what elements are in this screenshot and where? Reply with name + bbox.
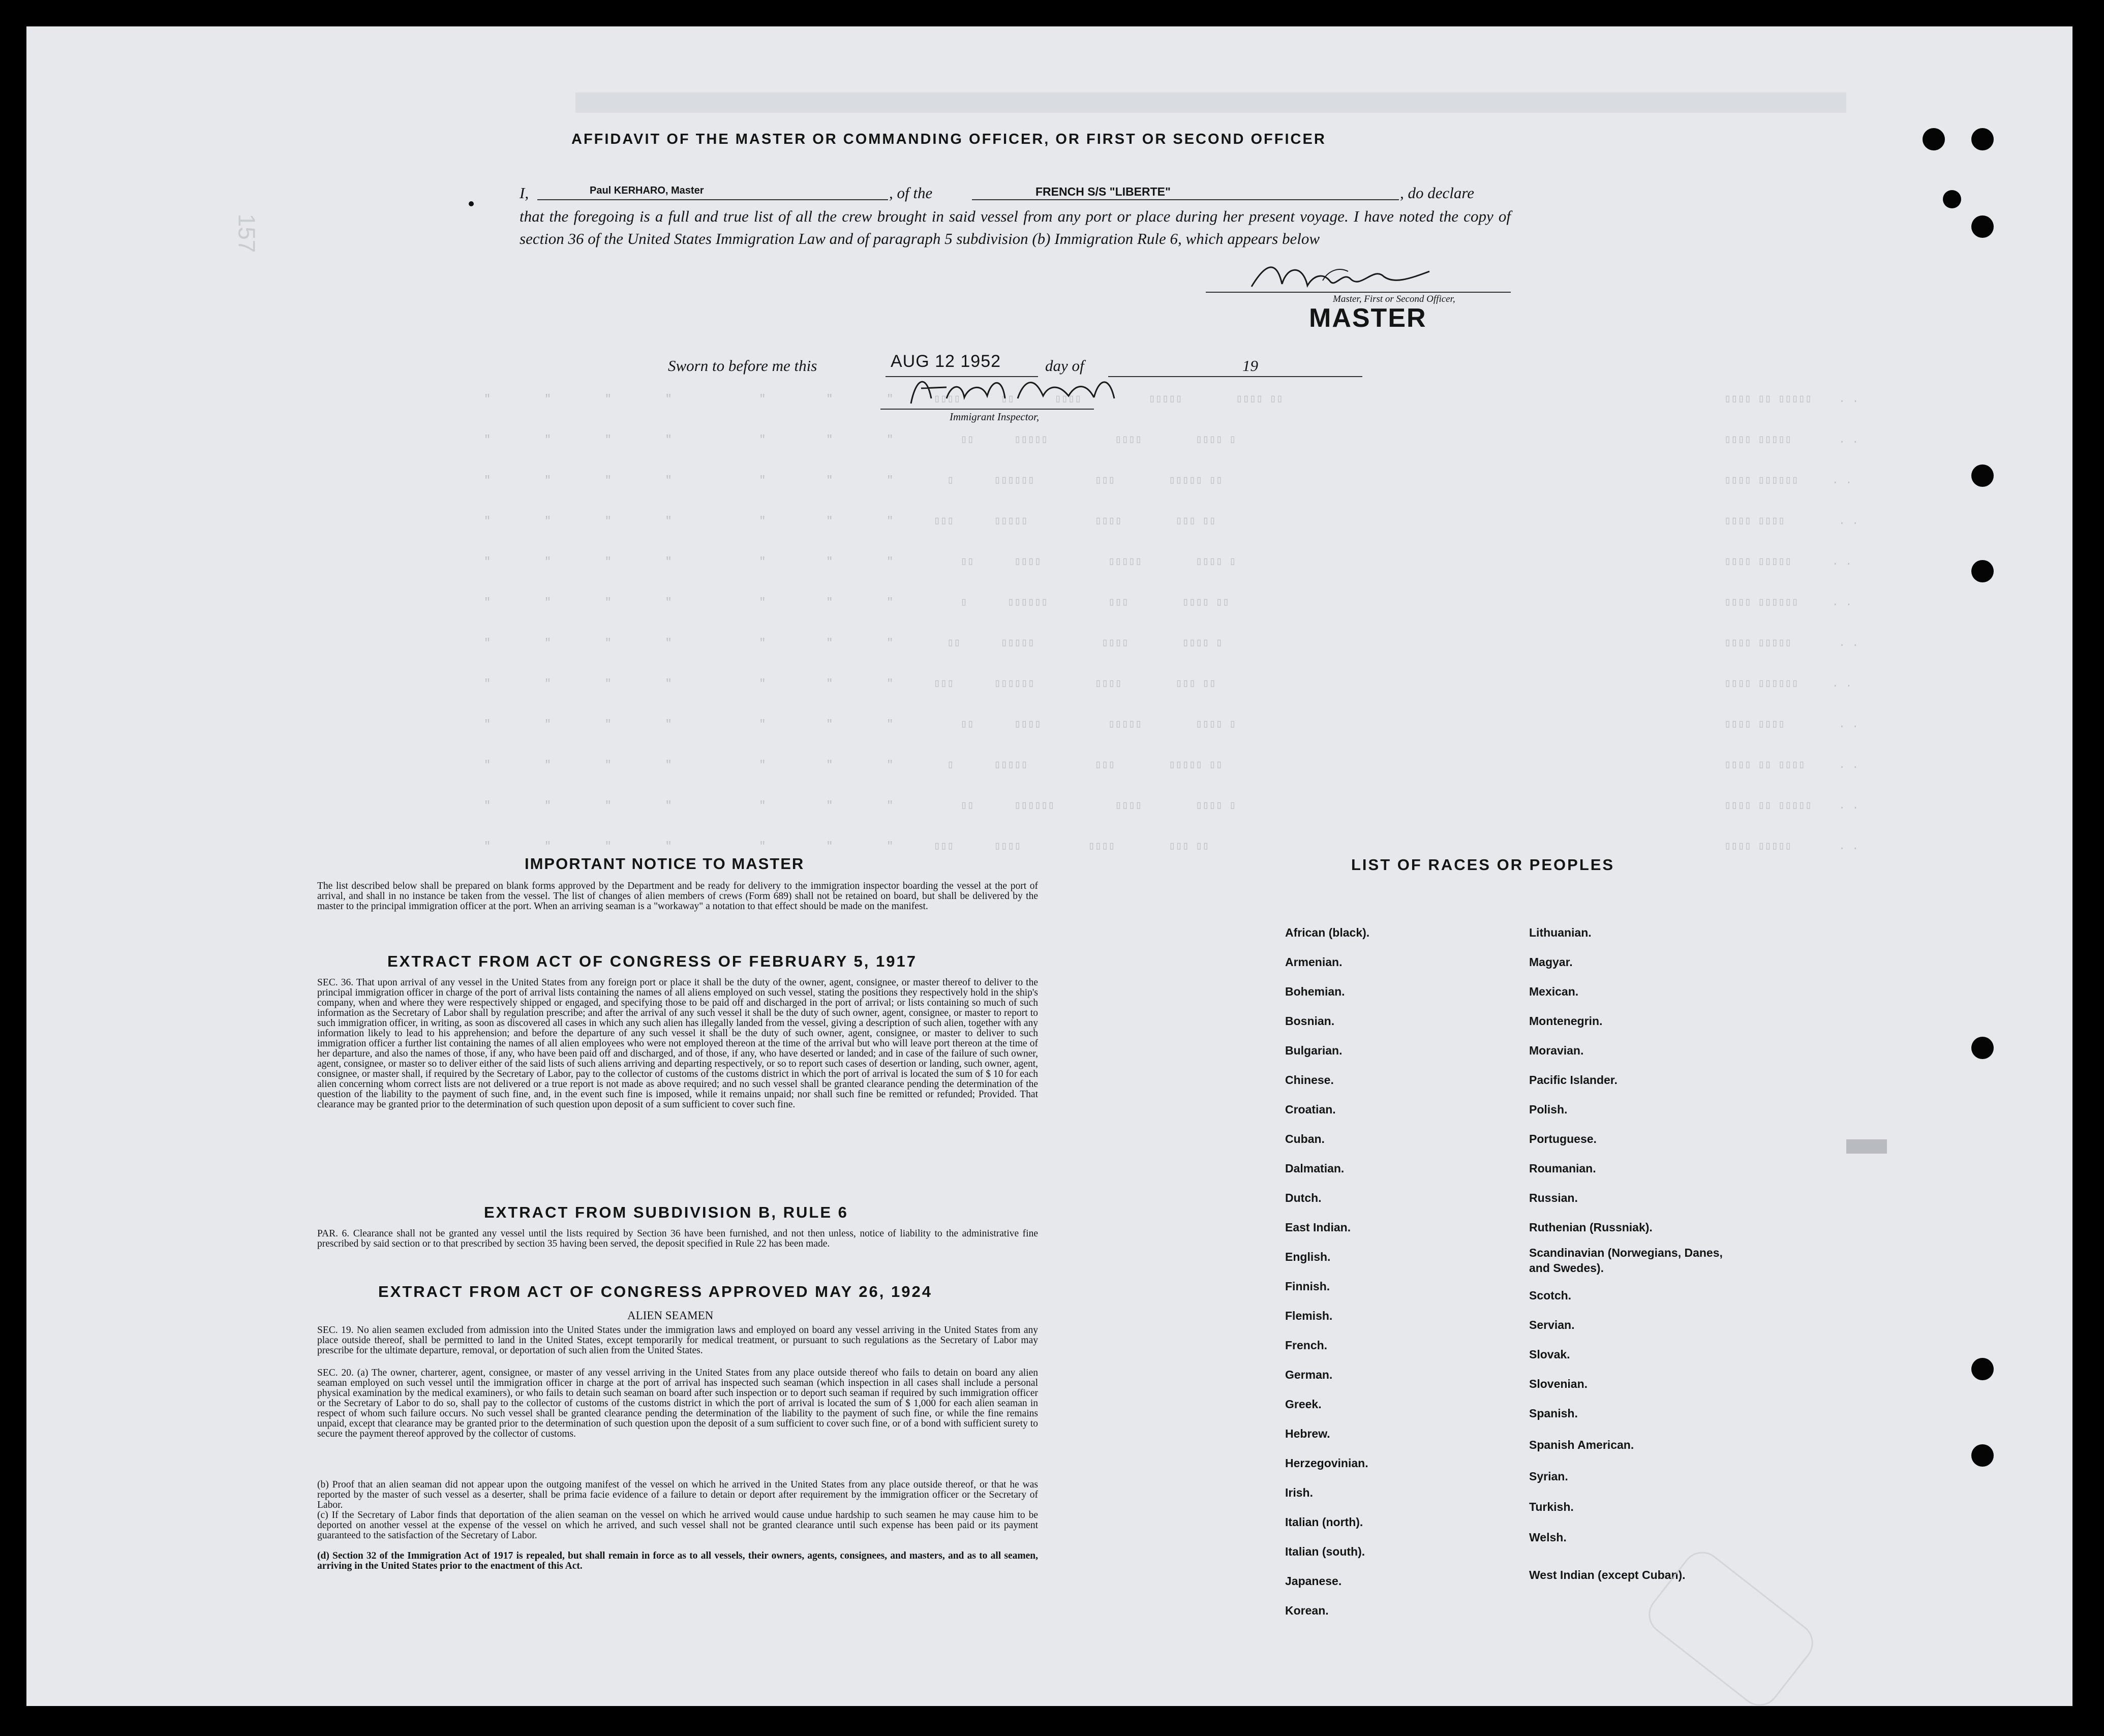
race-item: Hebrew. xyxy=(1285,1427,1330,1440)
race-item: German. xyxy=(1285,1368,1333,1381)
race-item: Slovenian. xyxy=(1529,1377,1588,1390)
races-title: LIST OF RACES OR PEOPLES xyxy=(1351,856,1615,874)
race-item: Russian. xyxy=(1529,1191,1578,1204)
race-item: Korean. xyxy=(1285,1604,1329,1617)
extract-rule6-title: EXTRACT FROM SUBDIVISION B, RULE 6 xyxy=(484,1203,848,1221)
document-page: 157 " " " " " " " ▯▯▯▯ ▯▯ ▯▯▯▯ ▯▯▯▯▯ ▯▯▯▯ ▯▯ " " " " " " " ▯▯ ▯▯▯▯▯ ▯▯▯▯ ▯▯▯▯ ▯ " " " " " " " ▯ ▯▯▯▯▯▯ ▯▯▯ ▯▯▯▯▯ ▯▯ " " " " " " " ▯▯▯ ▯▯▯▯▯ ▯▯▯▯ ▯▯▯ ▯▯ " " " " " " " ▯▯ ▯▯▯▯ ▯▯▯▯▯ ▯▯▯▯ ▯ " " " " " " " ▯ ▯▯▯▯▯▯ ▯▯▯ ▯▯▯▯ ▯▯ " " " " " " " ▯▯ ▯▯▯▯▯ ▯▯▯▯ ▯▯▯▯ ▯ " " " " " " " ▯▯▯ ▯▯▯▯▯▯ ▯▯▯▯ ▯▯▯ ▯▯ " " " " " " " ▯▯ ▯▯▯▯ ▯▯▯▯▯ ▯▯▯▯ ▯ " " " " " " " ▯ ▯▯▯▯▯ ▯▯▯ ▯▯▯▯▯ ▯▯ " " " " " " " ▯▯ ▯▯▯▯▯▯ ▯▯▯▯ ▯▯▯▯ ▯ " " " " " " " ▯▯▯ ▯▯▯▯ ▯▯▯▯ ▯▯▯ ▯▯ ▯▯▯▯ ▯▯ ▯▯▯▯▯ . . ▯▯▯▯ ▯▯▯▯▯ . . ▯▯▯▯ ▯▯▯▯▯▯ . . ▯▯▯▯ ▯▯▯▯ . . ▯▯▯▯ ▯▯▯▯▯ . . ▯▯▯▯ ▯▯▯▯▯▯ . . ▯▯▯▯ ▯▯▯▯▯ . . ▯▯▯▯ ▯▯▯▯▯▯ . . ▯▯▯▯ ▯▯▯▯ . . ▯▯▯▯ ▯▯ ▯▯▯▯ . . ▯▯▯▯ ▯▯ ▯▯▯▯▯ . . ▯▯▯▯ ▯▯▯▯▯ . . AFFIDAVIT OF THE MASTER OR COMMANDING OFFICER, OR FIRST OR SECOND OFFICER I, Paul KERHARO, Master , of the FRENCH S/S "LIBERTE" , do declare that the foregoing is a full and true list of all the crew brought in said vessel from any port or place during her present voyage. I have noted the copy of section 36 of the United States Immigration Law and of paragraph 5 subdivision (b) Immigration Rule 6, which appears below Master, First or Second Officer, MASTER Sworn to before me this AUG 12 1952 day of 19 Immigrant Inspector, IMPORTANT NOTICE TO MASTER The list described below shall be prepared on blank forms approved by the Department and be ready for delivery to the immigration inspector boarding the vessel at the port of arrival, and shall in no instance be taken from the vessel. The list of changes of alien members of crews (Form 689) shall not be retained on board, but shall be delivered by the master to the principal immigration officer at the port. When an arriving seaman is a "workaway" a notation to that effect should be made on the manifest. EXTRACT FROM ACT OF CONGRESS OF FEBRUARY 5, 1917 SEC. 36. That upon arrival of any vessel in the United States from any foreign port or place it shall be the duty of the owner, agent, consignee, or master thereof to deliver to the principal immigration officer in charge of the port of arrival lists containing the names of all aliens employed on such vessel, stating the positions they respectively hold in the ship's company, when and where they were respectively shipped or engaged, and specifying those to be paid off and discharged in the port of arrival; or lists containing so much of such information as the Secretary of Labor shall by regulation prescribe; and after the arrival of any such vessel it shall be the duty of such owner, agent, consignee, or master to report to such immigration officer, in writing, as soon as discovered all cases in which any such alien has illegally landed from the vessel, giving a description of such alien, together with any information likely to lead to his apprehension; and before the departure of any such vessel it shall be the duty of such owner, agent, consignee, or master to deliver to such immigration officer a further list containing the names of all alien employees who were not employed thereon at the time of the arrival but who will leave port thereon at the time of her departure, and also the names of those, if any, who have been paid off and discharged, and of those, if any, who have deserted or landed; and in case of the failure of such owner, agent, consignee, or master so to deliver either of the said lists of such aliens arriving and departing respectively, or so to report such cases of desertion or landing, such owner, agent, consignee, or master shall, if required by the Secretary of Labor, pay to the collector of customs of the customs district in which the port of arrival is located the sum of $ 10 for each alien concerning whom correct lists are not delivered or a true report is not made as above required; and no such vessel shall be granted clearance pending the determination of the question of the liability to the payment of such fine, and, in the event such fine is imposed, while it remains unpaid; nor shall such fine be remitted or refunded; Provided. That clearance may be granted prior to the determination of such question upon deposit of a sum sufficient to cover such fine. EXTRACT FROM SUBDIVISION B, RULE 6 PAR. 6. Clearance shall not be granted any vessel until the lists required by Section 36 have been furnished, and not then unless, notice of liability to the administrative fine prescribed by said section or to that prescribed by section 35 having been served, the deposit specified in Rule 22 has been made. EXTRACT FROM ACT OF CONGRESS APPROVED MAY 26, 1924 ALIEN SEAMEN SEC. 19. No alien seamen excluded from admission into the United States under the immigration laws and employed on board any vessel arriving in the United States from any place outside thereof, shall be permitted to land in the United States, except temporarily for medical treatment, or pursuant to such regulations as the Secretary of Labor may prescribe for the ultimate departure, removal, or deportation of such alien from the United States. SEC. 20. (a) The owner, charterer, agent, consignee, or master of any vessel arriving in the United States from any place outside thereof who fails to detain on board any alien seaman employed on such vessel until the immigration officer in charge at the port of arrival has inspected such seaman (which inspection in all cases shall include a personal physical examination by the medical examiners), or who fails to detain such seaman on board after such inspection or to deport such seaman if required by such immigration officer or the Secretary of Labor to do so, shall pay to the collector of customs of the customs district in which the port of arrival is located the sum of $ 1,000 for each alien seaman in respect of whom such failure occurs. No such vessel shall be granted clearance pending the determination of the liability to the payment of such fine, or while the fine remains unpaid, except that clearance may be granted prior to the determination of such question upon the deposit of a sum sufficient to cover such fine, or of a bond with sufficient surety to secure the payment thereof approved by the collector of customs. (b) Proof that an alien seaman did not appear upon the outgoing manifest of the vessel on which he arrived in the United States from any place outside thereof, or that he was reported by the master of such vessel as a deserter, shall be prima facie evidence of a failure to detain or deport after requirement by the immigration officer or the Secretary of Labor. (c) If the Secretary of Labor finds that deportation of the alien seaman on the vessel on which he arrived would cause undue hardship to such seamen he may cause him to be deported on another vessel at the expense of the vessel on which he arrived, and such vessel shall not be granted clearance until such expense has been paid or its payment guaranteed to the satisfaction of the Secretary of Labor. (d) Section 32 of the Immigration Act of 1917 is repealed, but shall remain in force as to all vessels, their owners, agents, consignees, and masters, and as to all seamen, arriving in the United States prior to the enactment of this Act. LIST OF RACES OR PEOPLES African (black). Armenian. Bohemian. Bosnian. Bulgarian. Chinese. Croatian. Cuban. Dalmatian. Dutch. East Indian. English. Finnish. Flemish. French. German. Greek. Hebrew. Herzegovinian. Irish. Italian (north). Italian (south). Japanese. Korean. Lithuanian. Magyar. Mexican. Montenegrin. Moravian. Pacific Islander. Polish. Portuguese. Roumanian. Russian. Ruthenian (Russniak). Scandinavian (Norwegians, Danes, and Swedes). Scotch. Servian. Slovak. Slovenian. Spanish. Spanish American. Syrian. Turkish. Welsh. West Indian (except Cuban). xyxy=(26,26,2072,1706)
extract-1924-subtitle: ALIEN SEAMEN xyxy=(627,1309,714,1322)
binder-hole xyxy=(1923,128,1945,150)
race-item: Chinese. xyxy=(1285,1073,1334,1087)
master-name: Paul KERHARO, Master xyxy=(590,185,704,196)
extract-rule6-text: PAR. 6. Clearance shall not be granted any vessel until the lists required by Section 36 have been furnished, and not then unless, notice of liability to the administrative fine prescribed by said section or to that prescribed by section 35 having been served, the deposit specified in Rule 22 has been made. xyxy=(317,1228,1038,1249)
extract-1924-title: EXTRACT FROM ACT OF CONGRESS APPROVED MAY 26, 1924 xyxy=(378,1283,932,1300)
race-item: Turkish. xyxy=(1529,1500,1574,1513)
race-item: Pacific Islander. xyxy=(1529,1073,1618,1087)
notice-title: IMPORTANT NOTICE TO MASTER xyxy=(525,855,805,873)
race-item: Montenegrin. xyxy=(1529,1014,1603,1028)
binder-hole xyxy=(1971,464,1994,487)
ink-mark xyxy=(469,201,474,206)
extract-1924-sec20a: SEC. 20. (a) The owner, charterer, agent, consignee, or master of any vessel arriving in the United States from any place outside thereof who fails to detain on board any alien seaman employed on such vessel until the immigration officer in charge at the port of arrival has inspected such seaman (which inspection in all cases shall include a personal physical examination by the medical examiners), or who fails to detain such seaman on board after such inspection or to deport such seaman if required by such immigration officer or the Secretary of Labor to do so, shall pay to the collector of customs of the customs district in which the port of arrival is located the sum of $ 1,000 for each alien seaman in respect of whom such failure occurs. No such vessel shall be granted clearance pending the determination of the liability to the payment of such fine, or while the fine remains unpaid, except that clearance may be granted prior to the determination of such question upon the deposit of a sum sufficient to cover such fine, or of a bond with sufficient surety to secure the payment thereof approved by the collector of customs. xyxy=(317,1368,1038,1439)
binder-hole xyxy=(1971,1037,1994,1059)
race-item: Portuguese. xyxy=(1529,1132,1597,1145)
race-item: Spanish. xyxy=(1529,1407,1578,1420)
inspector-caption: Immigrant Inspector, xyxy=(950,411,1040,423)
race-item: Irish. xyxy=(1285,1486,1313,1499)
extract-1924-sec20d: (d) Section 32 of the Immigration Act of 1917 is repealed, but shall remain in force as to all vessels, their owners, agents, consignees, and masters, and as to all seamen, arriving in the United States prior to the enactment of this Act. xyxy=(317,1551,1038,1571)
race-item: Welsh. xyxy=(1529,1531,1567,1544)
day-of: day of xyxy=(1045,357,1084,375)
affidavit-title: AFFIDAVIT OF THE MASTER OR COMMANDING OFFICER, OR FIRST OR SECOND OFFICER xyxy=(571,131,1326,147)
race-item: Slovak. xyxy=(1529,1348,1570,1361)
race-item: Bulgarian. xyxy=(1285,1044,1343,1057)
race-item: Roumanian. xyxy=(1529,1162,1596,1175)
extract-1917-text: SEC. 36. That upon arrival of any vessel in the United States from any foreign port or place it shall be the duty of the owner, agent, consignee, or master thereof to deliver to the principal immigration officer in charge of the port of arrival lists containing the names of all aliens employed on such vessel, stating the positions they respectively hold in the ship's company, when and where they were respectively shipped or engaged, and specifying those to be paid off and discharged in the port of arrival; or lists containing so much of such information as the Secretary of Labor shall by regulation prescribe; and after the arrival of any such vessel it shall be the duty of such owner, agent, consignee, or master to report to such immigration officer, in writing, as soon as discovered all cases in which any such alien has illegally landed from the vessel, giving a description of such alien, together with any information likely to lead to his apprehension; and before the departure of any such vessel it shall be the duty of such owner, agent, consignee, or master to deliver to such immigration officer a further list containing the names of all alien employees who were not employed thereon at the time of the arrival but who will leave port thereon at the time of her departure, and also the names of those, if any, who have been paid off and discharged, and of those, if any, who have deserted or landed; and in case of the failure of such owner, agent, consignee, or master so to deliver either of the said lists of such aliens arriving and departing respectively, or so to report such cases of desertion or landing, such owner, agent, consignee, or master shall, if required by the Secretary of Labor, pay to the collector of customs of the customs district in which the port of arrival is located the sum of $ 10 for each alien concerning whom correct lists are not delivered or a true report is not made as above required; and no such vessel shall be granted clearance pending the determination of the question of the liability to the payment of such fine, and, in the event such fine is imposed, while it remains unpaid; nor shall such fine be remitted or refunded; Provided. That clearance may be granted prior to the determination of such question upon deposit of a sum sufficient to cover such fine. xyxy=(317,977,1038,1110)
binder-hole xyxy=(1943,190,1961,208)
race-item: Syrian. xyxy=(1529,1470,1568,1483)
affidavit-of-the: , of the xyxy=(889,184,933,202)
sworn-date-stamp: AUG 12 1952 xyxy=(891,352,1001,371)
race-item: Ruthenian (Russniak). xyxy=(1529,1221,1653,1234)
affidavit-body: that the foregoing is a full and true list of all the crew brought in said vessel from any port or place during her present voyage. I have noted the copy of section 36 of the United States Immigration Law and of paragraph 5 subdivision (b) Immigration Rule 6, which appears below xyxy=(520,207,1511,247)
extract-1924-sec20c: (c) If the Secretary of Labor finds that deportation of the alien seaman on the vessel on which he arrived would cause undue hardship to such seamen he may cause him to be deported on another vessel at the expense of the vessel on which he arrived, and such vessel shall not be granted clearance until such expense has been paid or its payment guaranteed to the satisfaction of the Secretary of Labor. xyxy=(317,1510,1038,1541)
race-item: Bohemian. xyxy=(1285,985,1345,998)
race-item: Moravian. xyxy=(1529,1044,1584,1057)
extract-1924-sec20b: (b) Proof that an alien seaman did not appear upon the outgoing manifest of the vessel on which he arrived in the United States from any place outside thereof, or that he was reported by the master of such vessel as a deserter, shall be prima facie evidence of a failure to detain or deport after requirement by the immigration officer or the Secretary of Labor. xyxy=(317,1479,1038,1510)
race-item: Magyar. xyxy=(1529,955,1573,969)
race-item: Dalmatian. xyxy=(1285,1162,1345,1175)
race-item: West Indian (except Cuban). xyxy=(1529,1568,1686,1582)
sworn-prefix: Sworn to before me this xyxy=(668,357,817,375)
extract-1924-sec19: SEC. 19. No alien seamen excluded from admission into the United States under the immigration laws and employed on board any vessel arriving in the United States from any place outside thereof, shall be permitted to land in the United States, except temporarily for medical treatment, or pursuant to such regulations as the Secretary of Labor may prescribe for the ultimate departure, removal, or deportation of such alien from the United States. xyxy=(317,1325,1038,1356)
master-signature xyxy=(1246,256,1460,299)
race-item: Bosnian. xyxy=(1285,1014,1335,1028)
race-item: Cuban. xyxy=(1285,1132,1325,1145)
race-item: Polish. xyxy=(1529,1103,1568,1116)
race-item: Herzegovinian. xyxy=(1285,1456,1368,1470)
race-item: Croatian. xyxy=(1285,1103,1336,1116)
race-item: East Indian. xyxy=(1285,1221,1351,1234)
binder-hole xyxy=(1971,128,1994,150)
year-prefix: 19 xyxy=(1242,357,1258,375)
race-item: Finnish. xyxy=(1285,1280,1330,1293)
vessel-name: FRENCH S/S "LIBERTE" xyxy=(1035,185,1171,198)
race-item: Japanese. xyxy=(1285,1574,1342,1588)
race-item: Scotch. xyxy=(1529,1289,1572,1302)
race-item: Italian (north). xyxy=(1285,1515,1363,1529)
page-number: 157 xyxy=(233,213,260,253)
race-item: Lithuanian. xyxy=(1529,926,1592,939)
race-item: Spanish American. xyxy=(1529,1438,1634,1451)
master-stamp: MASTER xyxy=(1309,303,1427,333)
race-item: Dutch. xyxy=(1285,1191,1322,1204)
binder-hole xyxy=(1971,1358,1994,1380)
affidavit-do-declare: , do declare xyxy=(1400,184,1475,202)
race-item: Scandinavian (Norwegians, Danes, and Swedes). xyxy=(1529,1246,1723,1275)
affidavit-pronoun: I, xyxy=(520,184,529,202)
binder-hole xyxy=(1971,560,1994,582)
race-item: Armenian. xyxy=(1285,955,1343,969)
race-item: Greek. xyxy=(1285,1398,1322,1411)
race-item: English. xyxy=(1285,1250,1331,1263)
binder-hole xyxy=(1971,1444,1994,1467)
inspector-signature xyxy=(901,368,1145,411)
race-item: French. xyxy=(1285,1339,1328,1352)
notice-text: The list described below shall be prepared on blank forms approved by the Department and be ready for delivery to the immigration inspector boarding the vessel at the port of arrival, and shall in no instance be taken from the vessel. The list of changes of alien members of crews (Form 689) shall not be retained on board, but shall be delivered by the master to the principal immigration officer at the port. When an arriving seaman is a "workaway" a notation to that effect should be made on the manifest. xyxy=(317,881,1038,912)
race-item: Mexican. xyxy=(1529,985,1579,998)
race-item: African (black). xyxy=(1285,926,1370,939)
race-item: Servian. xyxy=(1529,1318,1575,1331)
race-item: Italian (south). xyxy=(1285,1545,1365,1558)
signature-caption: Master, First or Second Officer, xyxy=(1333,294,1455,304)
race-item: Flemish. xyxy=(1285,1309,1333,1322)
binder-hole xyxy=(1971,215,1994,238)
extract-1917-title: EXTRACT FROM ACT OF CONGRESS OF FEBRUARY 5, 1917 xyxy=(387,952,917,970)
